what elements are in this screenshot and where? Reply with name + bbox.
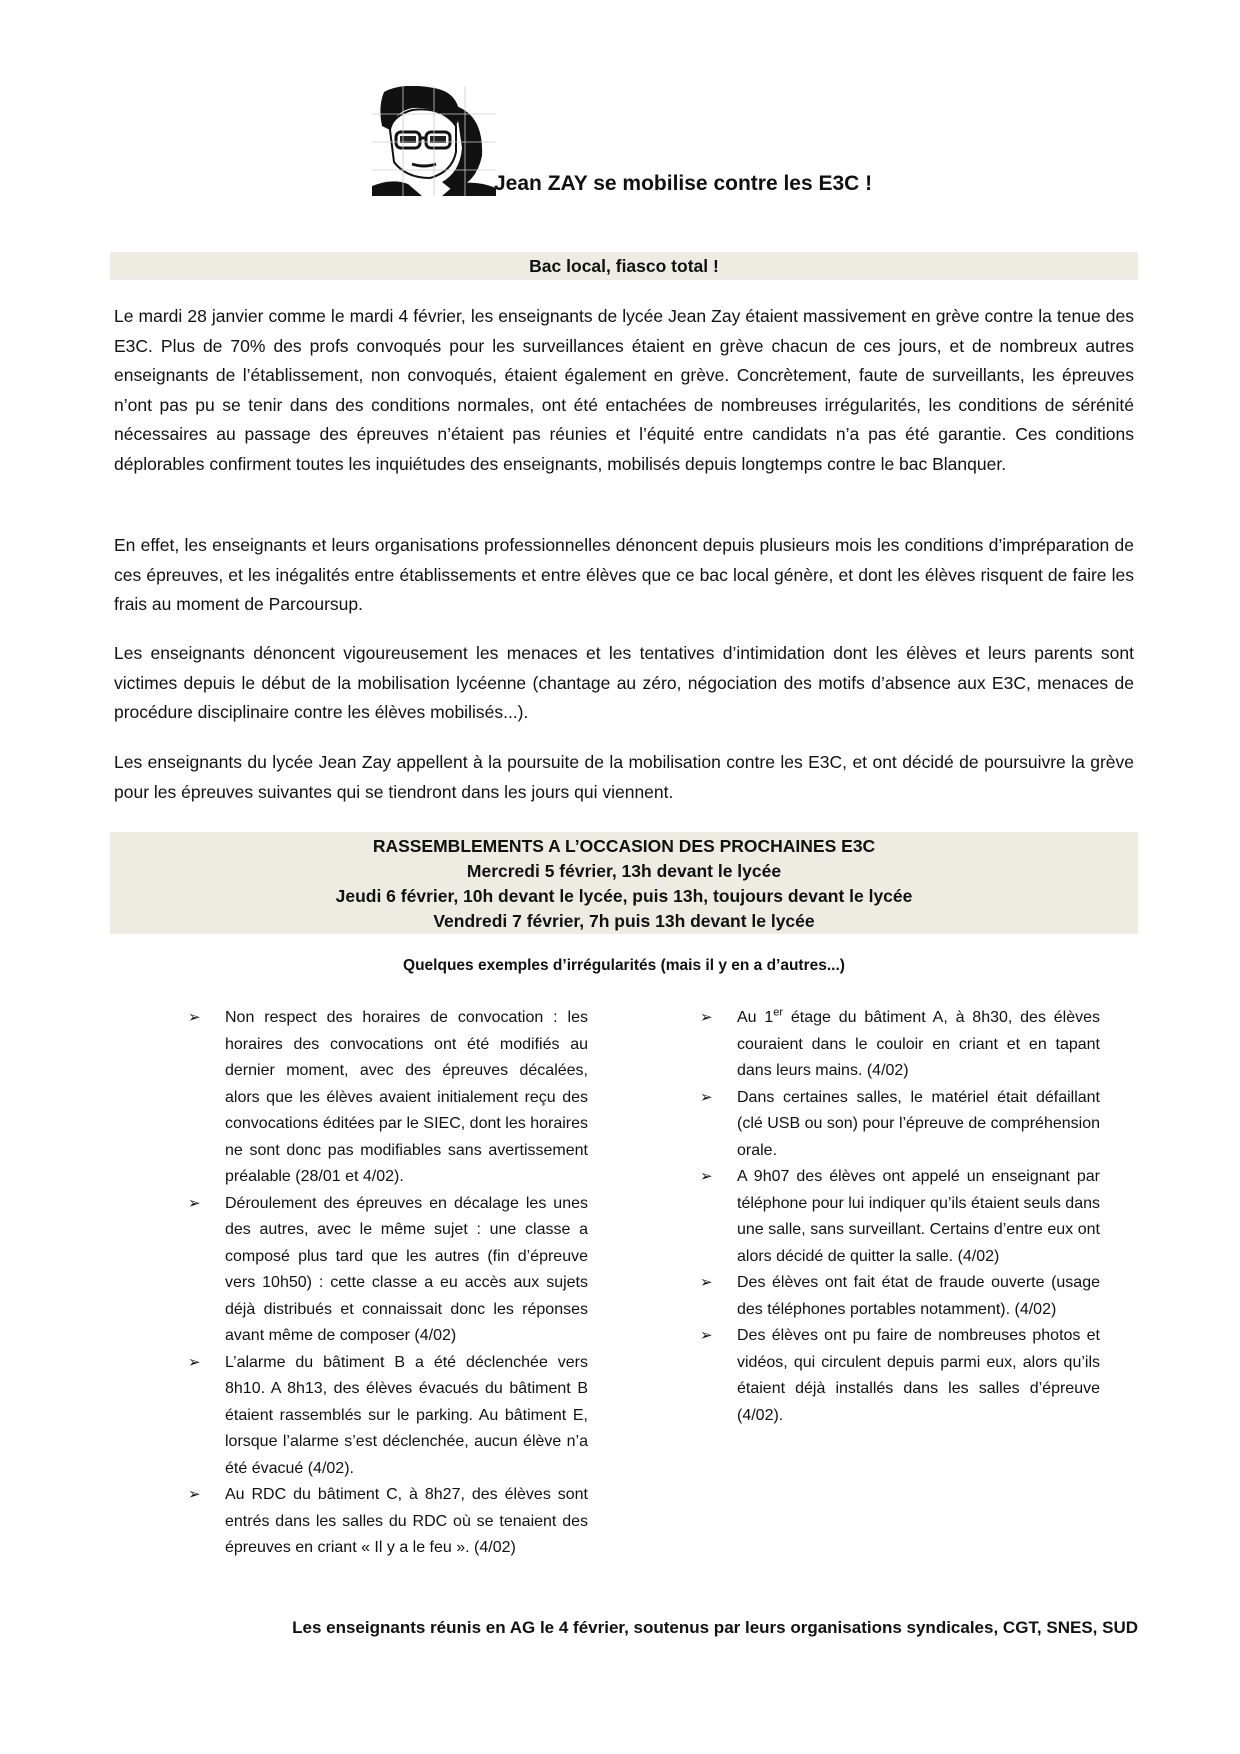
list-item-text: L’alarme du bâtiment B a été déclenchée vers 8h10. A 8h13, des élèves évacués du bâtiment B étaient rassemblés sur le parking. Au bâtiment E, lorsque l’alarme s’est déclenchée, aucun élève n’a été évacué (4/02). — [225, 1353, 588, 1477]
list-item — [700, 1270, 1100, 1323]
rally-date: Vendredi 7 février, 7h puis 13h devant le lycée — [433, 911, 815, 931]
jean-zay-portrait-logo — [372, 86, 496, 196]
banner-text: Bac local, fiasco total ! — [529, 256, 719, 276]
rally-date: Jeudi 6 février, 10h devant le lycée, puis 13h, toujours devant le lycée — [335, 886, 913, 906]
arrow-bullet-icon: ➢ — [188, 1353, 201, 1371]
list-item-text: A 9h07 des élèves ont appelé un enseignant par téléphone pour lui indiquer qu’ils étaient seuls dans une salle, sans surveillant. Certains d’entre eux ont alors décidé de quitter la salle. (4/02) — [737, 1168, 1100, 1265]
list-item-text: Dans certaines salles, le matériel était défaillant (clé USB ou son) pour l’épreuve de compréhension orale. — [737, 1088, 1100, 1159]
arrow-bullet-icon: ➢ — [700, 1327, 713, 1344]
page-title: Jean ZAY se mobilise contre les E3C ! — [494, 172, 873, 195]
paragraph-strike: Le mardi 28 janvier comme le mardi 4 février, les enseignants de lycée Jean Zay étaient massivement en grève contre la tenue des E3C. Plus de 70% des profs convoqués pour les surveillances étaient en grève chacun de ces jours, et de nombreux autres enseignants de l’établissement, non convoqués, étaient également en grève. Concrètement, faute de surveillants, les épreuves n’ont pas pu se tenir dans des conditions normales, ont été entachées de nombreuses irrégularités, les conditions de sérénité nécessaires au passage des épreuves n’étaient pas réunies et l’équité entre candidats n’a pas été garantie. Ces conditions déplorables confirment toutes les inquiétudes des enseignants, mobilisés depuis longtemps contre le bac Blanquer. — [114, 306, 1134, 474]
list-item — [188, 1482, 588, 1562]
list-item-text: Des élèves ont fait état de fraude ouverte (usage des téléphones portables notamment). (4/02) — [737, 1274, 1100, 1318]
list-item — [188, 1191, 588, 1350]
list-item-text: Non respect des horaires de convocation : les horaires des convocations ont été modifiés au dernier moment, avec des épreuves décalées, alors que les élèves avaient initialement reçu des convocations éditées par le SIEC, dont les horaires ne sont donc pas modifiables sans avertissement préalable (28/01 et 4/02). — [225, 1009, 588, 1185]
list-item-rest: étage du bâtiment A, à 8h30, des élèves couraient dans le couloir en criant et en tapant dans leurs mains. (4/02) — [737, 1009, 1101, 1079]
arrow-bullet-icon: ➢ — [700, 1009, 713, 1026]
irregularities-list-right — [700, 1005, 1100, 1429]
arrow-bullet-icon: ➢ — [188, 1194, 201, 1212]
paragraph-inequalities: En effet, les enseignants et leurs organisations professionnelles dénoncent depuis plusieurs mois les conditions d’impréparation de ces épreuves, et les inégalités entre établissements et entre élèves que ce bac local génère, et dont les élèves risquent de faire les frais au moment de Parcoursup. — [114, 535, 1134, 614]
irregularities-list-left — [188, 1005, 588, 1562]
ordinal-superscript: er — [773, 1006, 784, 1019]
arrow-bullet-icon: ➢ — [700, 1168, 713, 1185]
list-item-text — [737, 1006, 1101, 1079]
rally-date: Mercredi 5 février, 13h devant le lycée — [466, 861, 782, 881]
list-item-text: Au RDC du bâtiment C, à 8h27, des élèves sont entrés dans les salles du RDC où se tenaient des épreuves en criant « Il y a le feu ». (4/02) — [225, 1486, 588, 1556]
list-item-text: Déroulement des épreuves en décalage les unes des autres, avec le même sujet : une classe a composé plus tard que les autres (fin d’épreuve vers 10h50) : cette classe a eu accès aux sujets déjà distribués et connaissait donc les réponses avant même de composer (4/02) — [225, 1194, 588, 1344]
list-item-prefix: Au 1 — [737, 1009, 774, 1026]
arrow-bullet-icon: ➢ — [188, 1486, 201, 1503]
rallies-box — [110, 832, 1138, 934]
paragraph-call-to-action: Les enseignants du lycée Jean Zay appellent à la poursuite de la mobilisation contre les E3C, et ont décidé de poursuivre la grève pour les épreuves suivantes qui se tiendront dans les jours qui viennent. — [114, 752, 1134, 802]
list-item-text: Des élèves ont pu faire de nombreuses photos et vidéos, qui circulent depuis parmi eux, alors qu’ils étaient déjà installés dans les salles d’épreuve (4/02). — [737, 1327, 1100, 1424]
arrow-bullet-icon: ➢ — [700, 1274, 713, 1291]
list-item — [700, 1164, 1100, 1270]
paragraph-threats: Les enseignants dénoncent vigoureusement les menaces et les tentatives d’intimidation dont les élèves et leurs parents sont victimes depuis le début de la mobilisation lycéenne (chantage au zéro, négociation des motifs d’absence aux E3C, menaces de procédure disciplinaire contre les élèves mobilisés...). — [114, 643, 1134, 722]
list-item — [188, 1350, 588, 1483]
examples-heading: Quelques exemples d’irrégularités (mais il y en a d’autres...) — [403, 957, 845, 974]
arrow-bullet-icon: ➢ — [188, 1009, 201, 1026]
list-item — [700, 1085, 1100, 1165]
list-item — [700, 1323, 1100, 1429]
rallies-heading: RASSEMBLEMENTS A L’OCCASION DES PROCHAINES E3C — [372, 836, 876, 856]
banner — [110, 252, 1138, 280]
arrow-bullet-icon: ➢ — [700, 1088, 713, 1106]
list-item — [700, 1005, 1100, 1085]
list-item — [188, 1005, 588, 1191]
signature: Les enseignants réunis en AG le 4 février, soutenus par leurs organisations syndicales, CGT, SNES, SUD — [292, 1618, 1138, 1637]
